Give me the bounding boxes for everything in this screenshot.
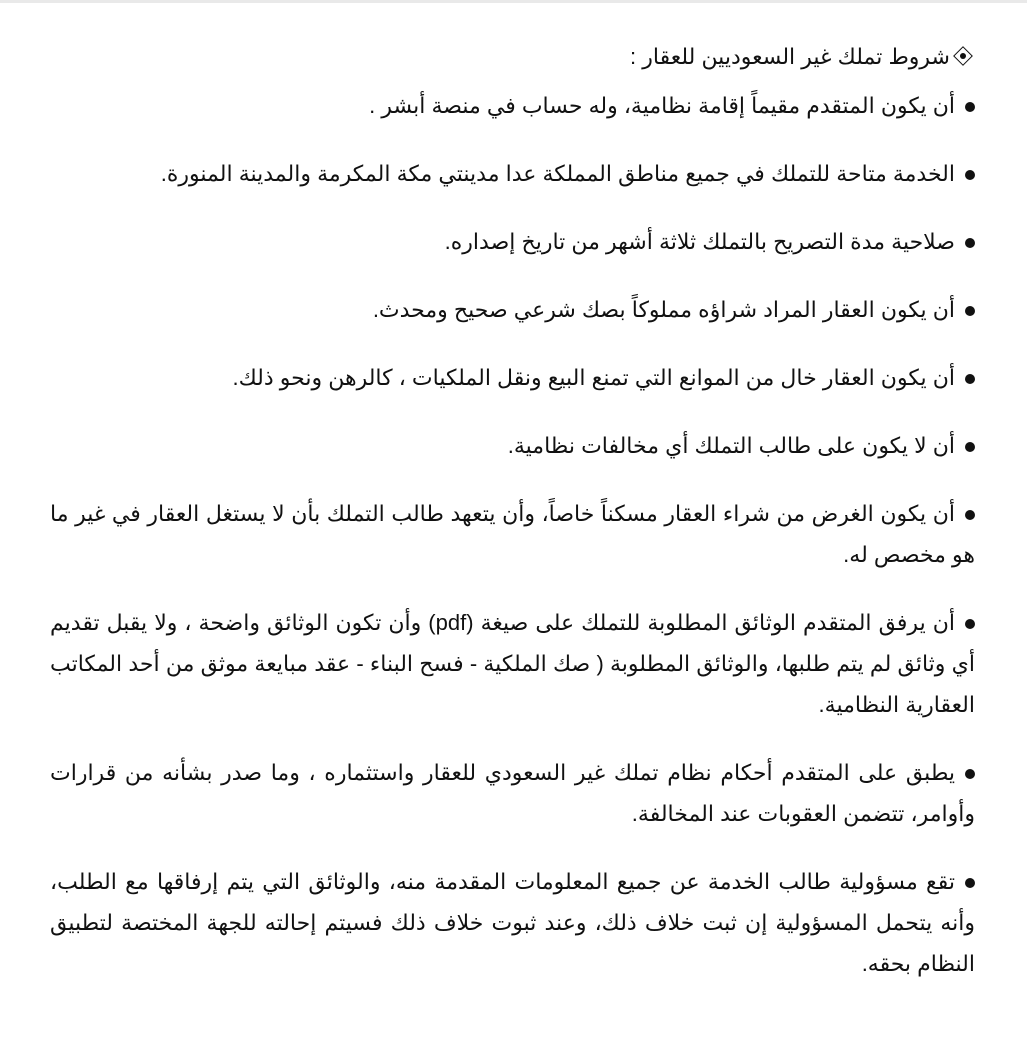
bullet-dot-icon xyxy=(965,238,975,248)
list-item xyxy=(50,357,975,398)
diamond-dot-icon xyxy=(951,44,975,68)
list-item-text: أن يكون المتقدم مقيماً إقامة نظامية، وله حساب في منصة أبشر . xyxy=(369,93,955,118)
bullet-dot-icon xyxy=(965,170,975,180)
list-item-text: أن يكون العقار المراد شراؤه مملوكاً بصك شرعي صحيح ومحدث. xyxy=(372,297,955,322)
list-item xyxy=(50,861,975,984)
list-item xyxy=(50,493,975,575)
list-item xyxy=(50,153,975,194)
list-item xyxy=(50,289,975,330)
document-heading xyxy=(50,36,975,76)
list-item xyxy=(50,602,975,725)
bullet-dot-icon xyxy=(965,769,975,779)
list-item-text: أن يكون الغرض من شراء العقار مسكناً خاصاً، وأن يتعهد طالب التملك بأن لا يستغل العقار في غير ما هو مخصص له. xyxy=(50,501,975,567)
bullet-dot-icon xyxy=(965,878,975,888)
bullet-dot-icon xyxy=(965,374,975,384)
bullet-dot-icon xyxy=(965,102,975,112)
bullet-dot-icon xyxy=(965,442,975,452)
top-border xyxy=(0,0,1027,3)
list-item-text: أن لا يكون على طالب التملك أي مخالفات نظامية. xyxy=(507,433,955,458)
list-item xyxy=(50,221,975,262)
list-item-text: أن يكون العقار خال من الموانع التي تمنع البيع ونقل الملكيات ، كالرهن ونحو ذلك. xyxy=(232,365,955,390)
list-item-text: الخدمة متاحة للتملك في جميع مناطق المملكة عدا مدينتي مكة المكرمة والمدينة المنورة. xyxy=(160,161,955,186)
bullet-dot-icon xyxy=(965,619,975,629)
document-title: شروط تملك غير السعوديين للعقار : xyxy=(630,43,950,69)
list-item-text: يطبق على المتقدم أحكام نظام تملك غير السعودي للعقار واستثماره ، وما صدر بشأنه من قرارات وأوامر، تتضمن العقوبات عند المخالفة. xyxy=(50,760,975,826)
list-item-text: صلاحية مدة التصريح بالتملك ثلاثة أشهر من تاريخ إصداره. xyxy=(444,229,955,254)
list-item-text: تقع مسؤولية طالب الخدمة عن جميع المعلومات المقدمة منه، والوثائق التي يتم إرفاقها مع الطلب، وأنه يتحمل المسؤولية إن ثبت خلاف ذلك، وعند ثبوت خلاف ذلك فسيتم إحالته للجهة المختصة لتطبيق النظام بحقه. xyxy=(50,869,975,976)
list-item xyxy=(50,752,975,834)
list-item xyxy=(50,425,975,466)
list-item-text: أن يرفق المتقدم الوثائق المطلوبة للتملك على صيغة (pdf) وأن تكون الوثائق واضحة ، ولا يقبل تقديم أي وثائق لم يتم طلبها، والوثائق المطلوبة ( صك الملكية - فسح البناء - عقد مبايعة موثق من أحد المكاتب العقارية النظامية. xyxy=(50,610,975,717)
list-item xyxy=(50,85,975,126)
document-body xyxy=(50,36,975,1011)
bullet-dot-icon xyxy=(965,306,975,316)
bullet-dot-icon xyxy=(965,510,975,520)
